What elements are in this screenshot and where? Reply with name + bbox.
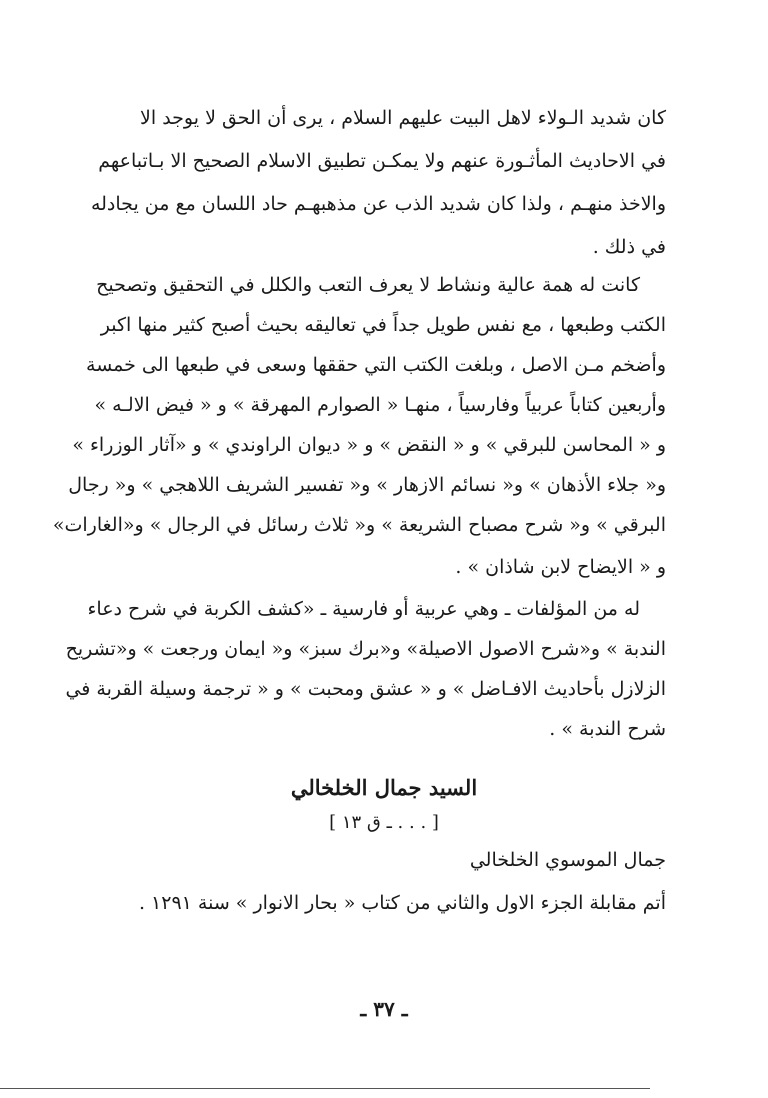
entry-era: [ . . . ـ ق ١٣ ] bbox=[329, 812, 439, 833]
paragraph-3-line-2: الندبة » و«شرح الاصول الاصيلة» و«برك سبز» و« ايمان ورجعت » و«تشريح bbox=[65, 638, 666, 660]
bottom-rule bbox=[0, 1088, 650, 1089]
entry-line-2: أتم مقابلة الجزء الاول والثاني من كتاب « بحار الانوار » سنة ١٢٩١ . bbox=[138, 892, 666, 914]
paragraph-1-line-3: والاخذ منهـم ، ولذا كان شديد الذب عن مذهبهـم حاد اللسان مع من يجادله bbox=[90, 193, 666, 215]
paragraph-3-line-3: الزلازل بأحاديث الافـاضل » و « عشق ومحبت » و « ترجمة وسيلة القربة في bbox=[65, 678, 666, 700]
paragraph-2-line-5: و « المحاسن للبرقي » و « النقض » و « ديوان الراوندي » و «آثار الوزراء » bbox=[72, 434, 666, 456]
paragraph-2-line-4: وأربعين كتاباً عربياً وفارسياً ، منهـا « الصوارم المهرقة » و « فيض الالـه » bbox=[94, 394, 666, 416]
paragraph-2-line-8: و « الايضاح لابن شاذان » . bbox=[455, 556, 666, 578]
entry-heading: السيد جمال الخلخالي bbox=[290, 775, 478, 800]
paragraph-1-line-4: في ذلك . bbox=[592, 236, 666, 258]
paragraph-3-line-1: له من المؤلفات ـ وهي عربية أو فارسية ـ «كشف الكربة في شرح دعاء bbox=[87, 598, 640, 620]
paragraph-3-line-4: شرح الندبة » . bbox=[549, 718, 666, 740]
entry-line-1: جمال الموسوي الخلخالي bbox=[469, 849, 666, 871]
paragraph-2-line-6: و« جلاء الأذهان » و« نسائم الازهار » و« تفسير الشريف اللاهجي » و« رجال bbox=[68, 474, 666, 496]
paragraph-1-line-1: كان شديد الـولاء لاهل البيت عليهم السلام ، يرى أن الحق لا يوجد الا bbox=[140, 107, 666, 129]
paragraph-1-line-2: في الاحاديث المأثـورة عنهم ولا يمكـن تطبيق الاسلام الصحيح الا بـاتباعهم bbox=[98, 150, 666, 172]
page-number: ـ ٣٧ ـ bbox=[360, 997, 408, 1021]
paragraph-2-line-3: وأضخم مـن الاصل ، وبلغت الكتب التي حققها وسعى في طبعها الى خمسة bbox=[86, 354, 666, 376]
paragraph-2-line-7: البرقي » و« شرح مصباح الشريعة » و« ثلاث رسائل في الرجال » و«الغارات» bbox=[52, 514, 666, 536]
paragraph-2-line-1: كانت له همة عالية ونشاط لا يعرف التعب والكلل في التحقيق وتصحيح bbox=[96, 274, 640, 296]
paragraph-2-line-2: الكتب وطبعها ، مع نفس طويل جداً في تعاليقه بحيث أصبح كثير منها اكبر bbox=[100, 314, 666, 336]
